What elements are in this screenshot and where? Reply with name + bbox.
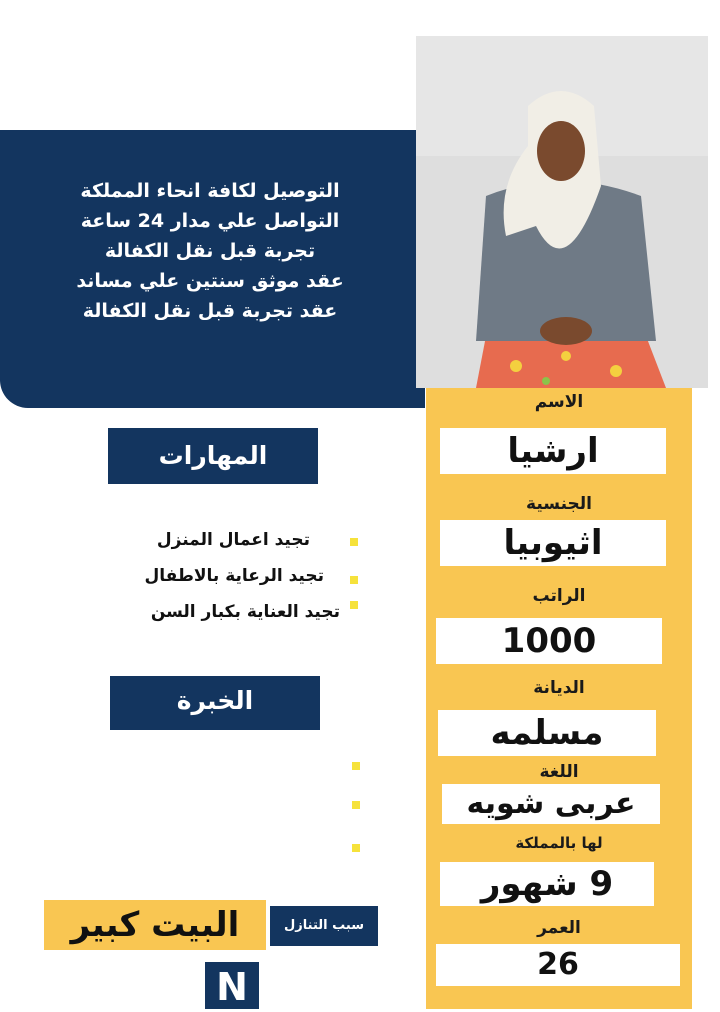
experience-header — [110, 676, 320, 730]
name-value: ارشيا — [440, 428, 666, 474]
bullet-icon — [350, 576, 358, 584]
skill-item: تجيد الرعاية بالاطفال — [144, 566, 324, 586]
skills-title: المهارات — [158, 441, 268, 470]
bullet-icon — [350, 538, 358, 546]
bullet-icon — [352, 762, 360, 770]
skills-header — [108, 428, 318, 484]
in-kingdom-label: لها بالمملكة — [515, 834, 603, 852]
nationality-label: الجنسية — [526, 494, 592, 514]
religion-value: مسلمه — [438, 710, 656, 756]
language-value: عربى شويه — [442, 784, 660, 824]
intro-line: عقد موثق سنتين علي مساند — [76, 270, 344, 292]
release-reason-value: البيت كبير — [44, 900, 266, 950]
profile-photo-illustration — [416, 36, 708, 388]
language-label: اللغة — [539, 762, 579, 782]
experience-title: الخبرة — [176, 686, 254, 715]
intro-line: التواصل علي مدار 24 ساعة — [80, 210, 340, 232]
intro-line: عقد تجربة قبل نقل الكفالة — [82, 300, 338, 322]
profile-photo — [416, 36, 708, 388]
intro-line: تجربة قبل نقل الكفالة — [104, 240, 316, 262]
in-kingdom-value: 9 شهور — [440, 862, 654, 906]
bullet-icon — [352, 844, 360, 852]
skill-item: تجيد العناية بكبار السن — [150, 602, 340, 622]
nationality-value: اثيوبيا — [440, 520, 666, 566]
intro-line: التوصيل لكافة انحاء المملكة — [80, 180, 340, 202]
skill-item: تجيد اعمال المنزل — [156, 530, 310, 550]
release-reason-label: سبب التنازل — [270, 906, 378, 946]
bullet-icon — [352, 801, 360, 809]
age-value: 26 — [436, 944, 680, 986]
intro-lines — [30, 176, 390, 326]
info-column — [426, 388, 692, 1009]
religion-label: الديانة — [533, 678, 585, 698]
name-label: الاسم — [534, 392, 584, 412]
age-label: العمر — [537, 918, 581, 938]
corner-letter-box: N — [205, 962, 259, 1009]
salary-label: الراتب — [532, 586, 586, 606]
intro-panel — [0, 130, 425, 408]
salary-value: 1000 — [436, 618, 662, 664]
bullet-icon — [350, 601, 358, 609]
